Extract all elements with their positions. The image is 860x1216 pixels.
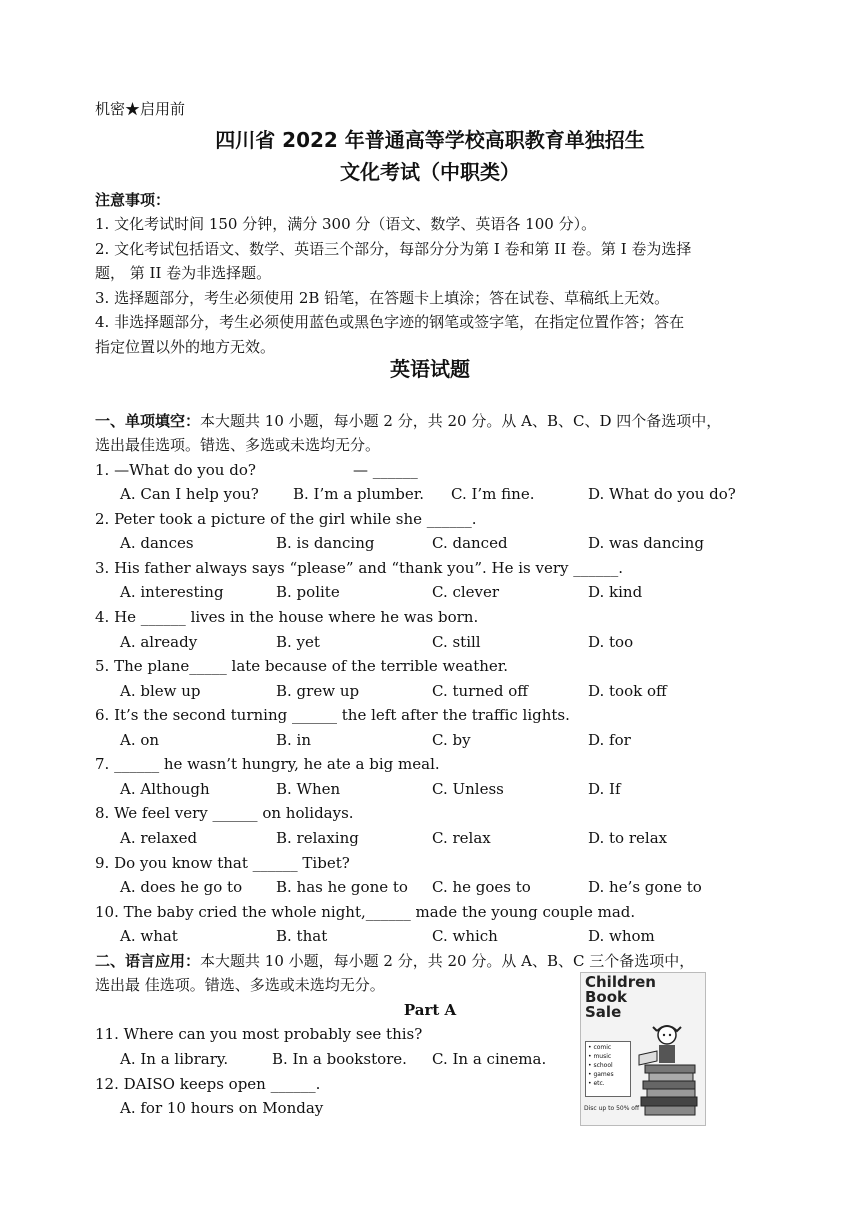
q3-option-b[interactable]: B. polite xyxy=(276,583,340,601)
section1-desc-b: 选出最佳选项。错选、多选或未选均无分。 xyxy=(95,436,381,454)
q3-option-c[interactable]: C. clever xyxy=(432,583,500,601)
q9-option-c[interactable]: C. he goes to xyxy=(432,878,531,896)
exam-title-main: 四川省 2022 年普通高等学校高职教育单独招生 xyxy=(215,128,645,152)
q7-stem: 7. ______ he wasn’t hungry, he ate a big meal. xyxy=(95,755,440,773)
q2-option-d[interactable]: D. was dancing xyxy=(588,534,704,552)
section2-heading: 二、语言应用： xyxy=(95,952,201,970)
secret-label: 机密★启用前 xyxy=(95,100,186,118)
note-1: 1. 文化考试时间 150 分钟，满分 300 分（语文、数学、英语各 100 分）。 xyxy=(95,215,597,233)
q6-stem: 6. It’s the second turning ______ the left after the traffic lights. xyxy=(95,706,570,724)
q11-stem: 11. Where can you most probably see this? xyxy=(95,1025,423,1043)
poster-item-list xyxy=(585,1041,631,1097)
q1-option-d[interactable]: D. What do you do? xyxy=(588,485,736,503)
children-book-sale-poster xyxy=(580,972,706,1126)
q9-option-a[interactable]: A. does he go to xyxy=(120,878,243,896)
q2-option-a[interactable]: A. dances xyxy=(120,534,194,552)
exam-title-sub: 文化考试（中职类） xyxy=(340,160,520,184)
q10-option-c[interactable]: C. which xyxy=(432,927,498,945)
part-a-heading: Part A xyxy=(403,1001,457,1019)
q1-stem: 1. —What do you do? xyxy=(95,461,256,479)
q4-stem: 4. He ______ lives in the house where he was born. xyxy=(95,608,479,626)
note-3: 3. 选择题部分，考生必须使用 2B 铅笔，在答题卡上填涂；答在试卷、草稿纸上无效。 xyxy=(95,289,670,307)
q4-option-d[interactable]: D. too xyxy=(588,633,634,651)
section2-desc-a: 本大题共 10 小题，每小题 2 分，共 20 分。从 A、B、C 三个备选项中， xyxy=(200,952,695,970)
poster-title-line2: Book xyxy=(585,988,628,1006)
q1-option-a[interactable]: A. Can I help you? xyxy=(120,485,259,503)
q10-option-b[interactable]: B. that xyxy=(276,927,328,945)
poster-item: • games xyxy=(588,1071,614,1078)
q9-option-b[interactable]: B. has he gone to xyxy=(276,878,408,896)
girl-reading-books-illustration xyxy=(637,1021,701,1121)
q5-option-b[interactable]: B. grew up xyxy=(276,682,360,700)
poster-title-line3: Sale xyxy=(585,1003,622,1021)
q7-option-a[interactable]: A. Although xyxy=(120,780,210,798)
q6-option-c[interactable]: C. by xyxy=(432,731,471,749)
q7-option-c[interactable]: C. Unless xyxy=(432,780,504,798)
q1-option-b[interactable]: B. I’m a plumber. xyxy=(293,485,425,503)
q8-option-b[interactable]: B. relaxing xyxy=(276,829,359,847)
q6-option-a[interactable]: A. on xyxy=(120,731,160,749)
q3-option-a[interactable]: A. interesting xyxy=(120,583,224,601)
q8-option-a[interactable]: A. relaxed xyxy=(120,829,198,847)
q5-option-d[interactable]: D. took off xyxy=(588,682,667,700)
q3-stem: 3. His father always says “please” and “thank you”. He is very ______. xyxy=(95,559,624,577)
section2-desc-b: 选出最 佳选项。错选、多选或未选均无分。 xyxy=(95,976,385,994)
poster-item: • music xyxy=(588,1053,612,1060)
q6-option-d[interactable]: D. for xyxy=(588,731,631,749)
q8-option-c[interactable]: C. relax xyxy=(432,829,491,847)
q12-option-a[interactable]: A. for 10 hours on Monday xyxy=(120,1099,324,1117)
q6-option-b[interactable]: B. in xyxy=(276,731,312,749)
q2-option-b[interactable]: B. is dancing xyxy=(276,534,375,552)
q10-stem: 10. The baby cried the whole night,______ made the young couple mad. xyxy=(95,903,636,921)
q4-option-b[interactable]: B. yet xyxy=(276,633,320,651)
q5-option-c[interactable]: C. turned off xyxy=(432,682,528,700)
q5-stem: 5. The plane_____ late because of the terrible weather. xyxy=(95,657,509,675)
q3-option-d[interactable]: D. kind xyxy=(588,583,643,601)
poster-item: • comic xyxy=(588,1044,612,1051)
note-4a: 4. 非选择题部分，考生必须使用蓝色或黑色字迹的钢笔或签字笔，在指定位置作答；答在 xyxy=(95,313,685,331)
poster-item: • school xyxy=(588,1062,613,1069)
q10-option-a[interactable]: A. what xyxy=(120,927,178,945)
q7-option-d[interactable]: D. If xyxy=(588,780,621,798)
poster-title xyxy=(585,975,656,1020)
section2-line-a xyxy=(95,949,694,973)
q1-reply: — ______ xyxy=(353,461,418,479)
q2-option-c[interactable]: C. danced xyxy=(432,534,508,552)
q9-option-d[interactable]: D. he’s gone to xyxy=(588,878,702,896)
q8-stem: 8. We feel very ______ on holidays. xyxy=(95,804,354,822)
section1-heading: 一、单项填空： xyxy=(95,412,201,430)
note-2a: 2. 文化考试包括语文、数学、英语三个部分，每部分分为第 I 卷和第 II 卷。第 I 卷为选择 xyxy=(95,240,692,258)
q4-option-a[interactable]: A. already xyxy=(120,633,198,651)
q4-option-c[interactable]: C. still xyxy=(432,633,481,651)
q11-option-b[interactable]: B. In a bookstore. xyxy=(272,1050,407,1068)
notes-heading: 注意事项： xyxy=(95,191,171,209)
q2-stem: 2. Peter took a picture of the girl while she ______. xyxy=(95,510,477,528)
q1-option-c[interactable]: C. I’m fine. xyxy=(451,485,535,503)
q12-stem: 12. DAISO keeps open ______. xyxy=(95,1075,321,1093)
section1-desc-a: 本大题共 10 小题，每小题 2 分，共 20 分。从 A、B、C、D 四个备选项中， xyxy=(200,412,722,430)
section1-line-a xyxy=(95,409,721,433)
q7-option-b[interactable]: B. When xyxy=(276,780,341,798)
poster-item: • etc. xyxy=(588,1080,605,1087)
note-4b: 指定位置以外的地方无效。 xyxy=(95,338,276,356)
q8-option-d[interactable]: D. to relax xyxy=(588,829,668,847)
q11-option-c[interactable]: C. In a cinema. xyxy=(432,1050,547,1068)
poster-title-line1: Children xyxy=(585,973,656,991)
poster-discount: Disc up to 50% off xyxy=(584,1105,640,1112)
q9-stem: 9. Do you know that ______ Tibet? xyxy=(95,854,350,872)
q11-option-a[interactable]: A. In a library. xyxy=(120,1050,229,1068)
subject-title: 英语试题 xyxy=(390,357,470,381)
q10-option-d[interactable]: D. whom xyxy=(588,927,655,945)
q5-option-a[interactable]: A. blew up xyxy=(120,682,201,700)
note-2b: 题， 第 II 卷为非选择题。 xyxy=(95,264,272,282)
